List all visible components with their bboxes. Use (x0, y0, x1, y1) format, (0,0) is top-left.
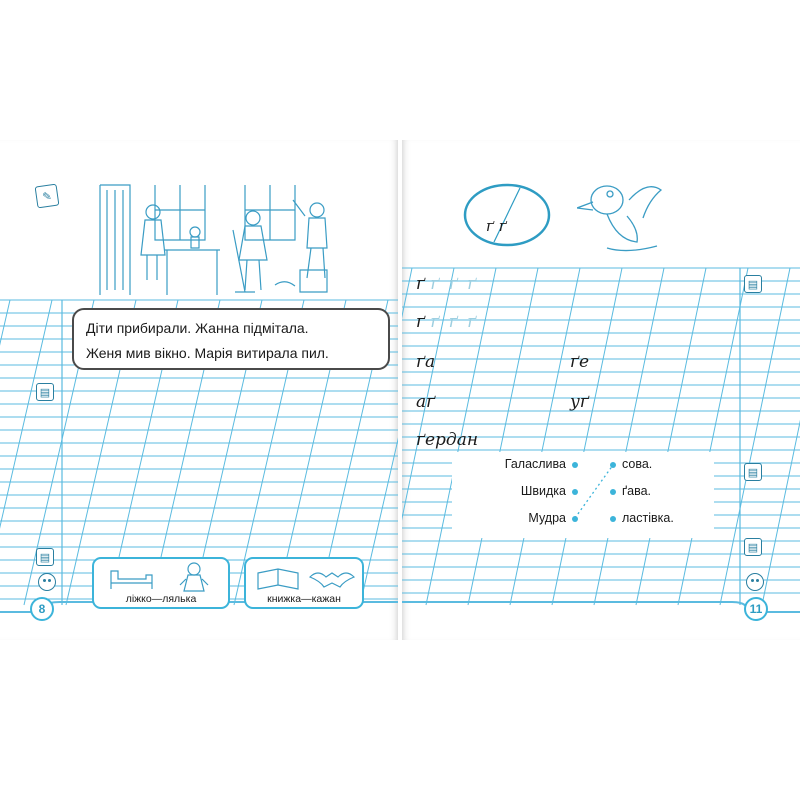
notebook-icon: ▤ (36, 383, 54, 401)
page-number: 11 (744, 597, 768, 621)
oval-letters: ґ ґ (486, 217, 507, 235)
cursive-word: ґердан (416, 430, 479, 450)
sentence-line-2: Женя мив вікно. Марія витирала пил. (86, 345, 329, 361)
bed-and-doll-icon (96, 561, 230, 595)
notebook-icon: ▤ (744, 463, 762, 481)
word-pair-caption-1: ліжко—лялька (125, 593, 197, 605)
word-match-exercise (452, 452, 714, 538)
right-page (402, 140, 800, 640)
syllable-2: ґе (570, 352, 590, 372)
pencil-notebook-icon: ✎ (35, 184, 60, 209)
sentence-line-1: Діти прибирали. Жанна підмітала. (86, 320, 309, 336)
children-cleaning-illustration (95, 180, 345, 300)
word-pair-box-1 (92, 557, 230, 609)
notebook-icon: ▤ (36, 548, 54, 566)
practice-row-1: ґ ґ ґ ґ (416, 274, 479, 294)
sentence-box (72, 308, 390, 370)
book-and-bat-icon (248, 561, 364, 595)
syllable-3: аґ (416, 392, 436, 412)
match-right-1: сова. (622, 457, 653, 471)
letter-oval (462, 180, 552, 250)
match-right-2: ґава. (622, 484, 652, 498)
word-pair-box-2 (244, 557, 364, 609)
match-connector-line (452, 452, 714, 538)
page-number: 8 (30, 597, 54, 621)
smiley-icon (746, 573, 764, 591)
match-left-1: Галаслива (504, 457, 566, 471)
word-pair-caption-2: книжка—кажан (267, 593, 341, 605)
notebook-icon: ▤ (744, 538, 762, 556)
syllable-1: ґа (416, 352, 436, 372)
smiley-icon (38, 573, 56, 591)
crow-illustration (577, 170, 667, 260)
left-page (0, 140, 398, 640)
practice-row-2: ґ ґ ґ ґ (416, 312, 479, 332)
match-left-3: Мудра (528, 511, 566, 525)
match-left-2: Швидка (520, 484, 566, 498)
match-right-3: ластівка. (622, 511, 674, 525)
notebook-icon: ▤ (744, 275, 762, 293)
syllable-4: уґ (570, 392, 589, 412)
